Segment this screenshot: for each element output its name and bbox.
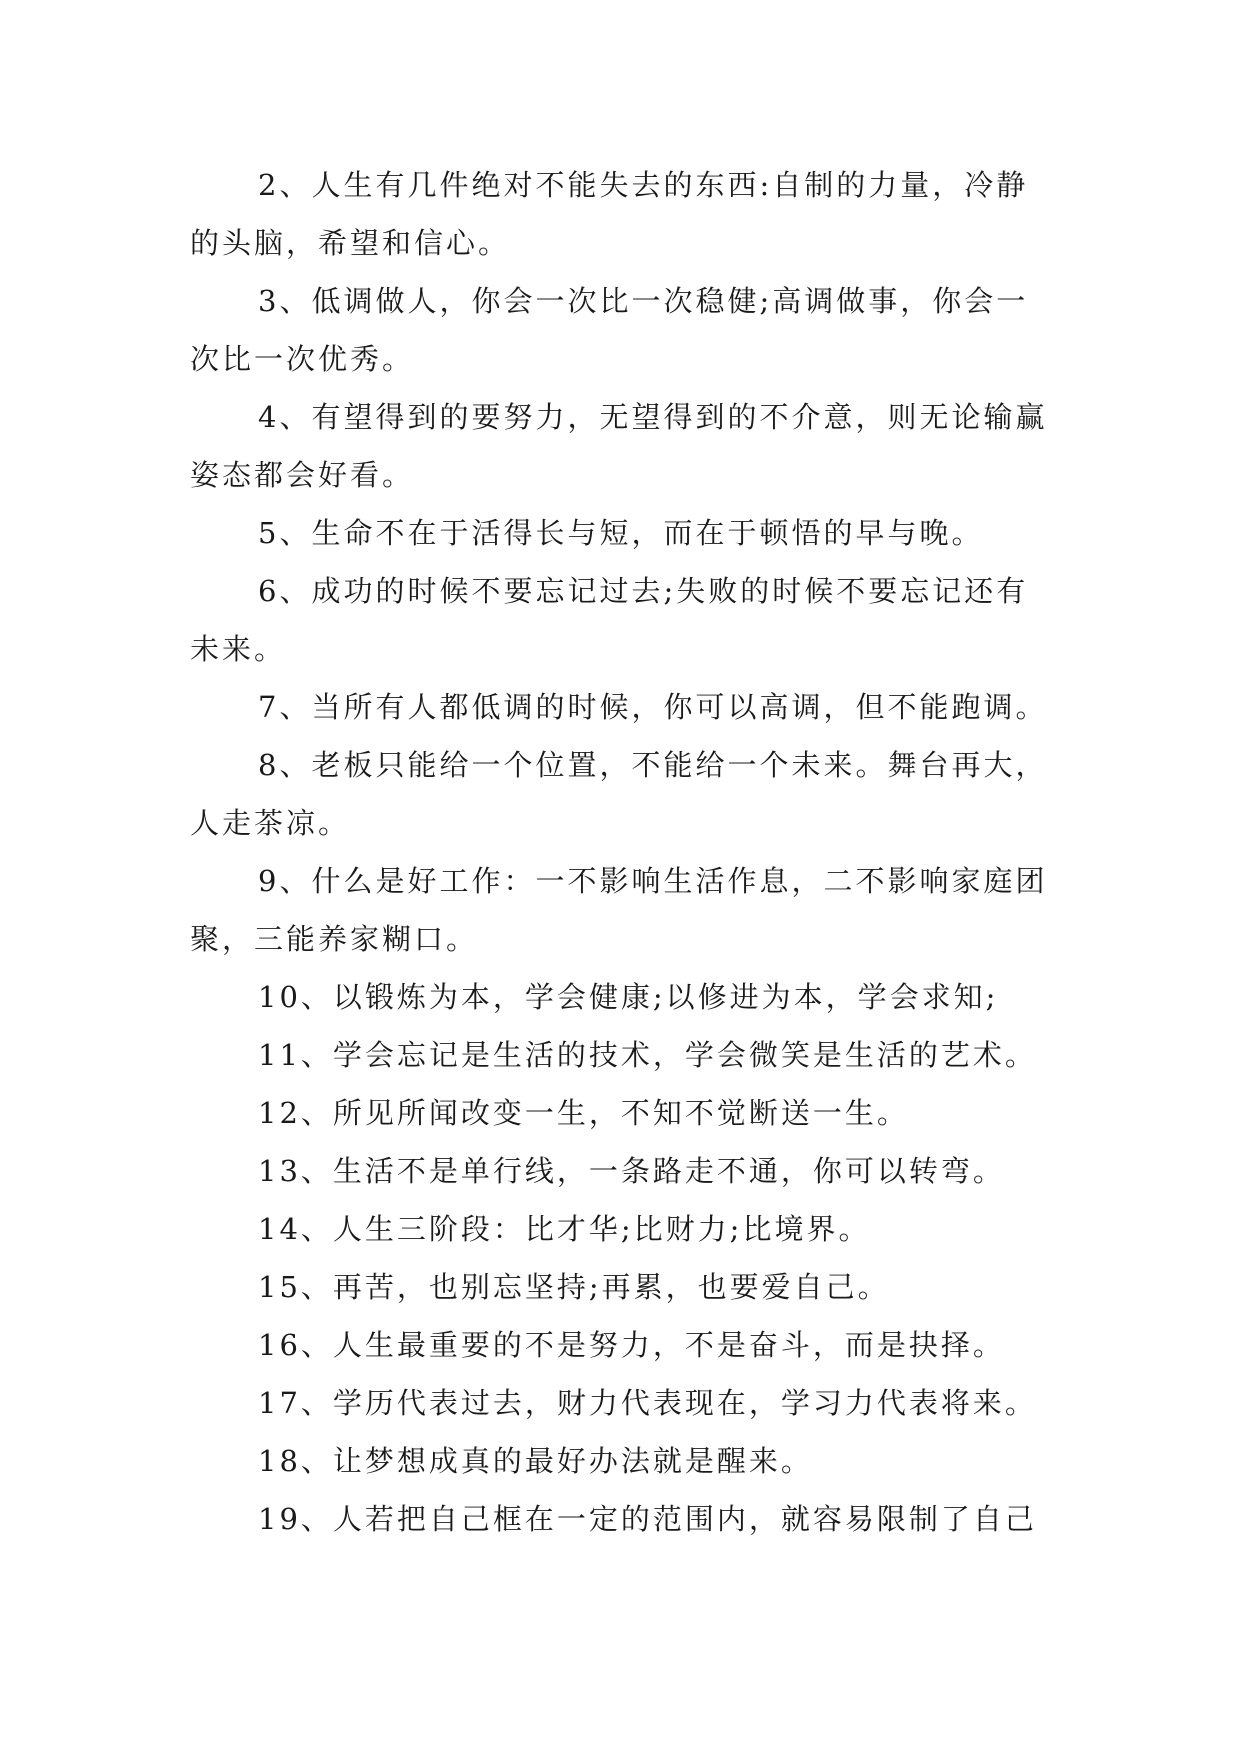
paragraph-13: 13、生活不是单行线，一条路走不通，你可以转弯。	[258, 1154, 1005, 1188]
paragraph-4: 4、有望得到的要努力，无望得到的不介意，则无论输赢姿态都会好看。	[190, 400, 1048, 492]
paragraph-15: 15、再苦，也别忘坚持;再累，也要爱自己。	[258, 1270, 890, 1304]
paragraph-19: 19、人若把自己框在一定的范围内，就容易限制了自己	[258, 1502, 1037, 1536]
paragraph-9: 9、什么是好工作：一不影响生活作息，二不影响家庭团聚，三能养家糊口。	[190, 864, 1048, 956]
paragraph-7: 7、当所有人都低调的时候，你可以高调，但不能跑调。	[258, 690, 1048, 724]
paragraph-10: 10、以锻炼为本，学会健康;以修进为本，学会求知;	[258, 980, 999, 1014]
paragraph-16: 16、人生最重要的不是努力，不是奋斗，而是抉择。	[258, 1328, 1005, 1362]
paragraph-14: 14、人生三阶段：比才华;比财力;比境界。	[258, 1212, 871, 1246]
paragraph-5: 5、生命不在于活得长与短，而在于顿悟的早与晚。	[258, 516, 984, 550]
paragraph-12: 12、所见所闻改变一生，不知不觉断送一生。	[258, 1096, 909, 1130]
paragraph-6: 6、成功的时候不要忘记过去;失败的时候不要忘记还有未来。	[190, 574, 1029, 666]
paragraph-17: 17、学历代表过去，财力代表现在，学习力代表将来。	[258, 1386, 1037, 1420]
paragraph-3: 3、低调做人，你会一次比一次稳健;高调做事，你会一次比一次优秀。	[190, 284, 1029, 376]
paragraph-11: 11、学会忘记是生活的技术，学会微笑是生活的艺术。	[258, 1038, 1037, 1072]
paragraph-2: 2、人生有几件绝对不能失去的东西:自制的力量，冷静的头脑，希望和信心。	[190, 168, 1029, 260]
paragraph-8: 8、老板只能给一个位置，不能给一个未来。舞台再大，人走茶凉。	[190, 748, 1048, 840]
document-body	[190, 156, 1050, 1548]
paragraph-18: 18、让梦想成真的最好办法就是醒来。	[258, 1444, 813, 1478]
